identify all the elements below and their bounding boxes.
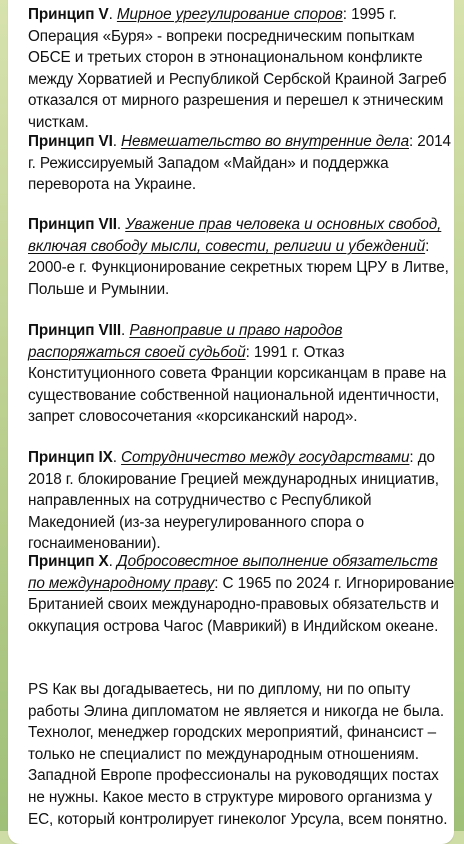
principle-title-link[interactable]: Равноправие и право народов распоряжаться своей судьбой [28, 322, 343, 361]
principle-text: : 1991 г. Отказ Конституционного совета Франции корсиканцам в праве на существование собственной национальной идентичности, запрет словосочетания «корсиканский народ». [28, 343, 447, 426]
principle-label: Принцип V [28, 6, 109, 23]
principle-title-link[interactable]: Сотрудничество между государствами [121, 449, 410, 466]
principle-label: Принцип X [28, 553, 109, 570]
principle-label: Принцип VIII [28, 322, 122, 339]
paragraph-principle-10: Принцип X. Добросовестное выполнение обязательств по международному праву: С 1965 по 2024 г. Игнорирование Британией своих международно-правовых обязательств и оккупация острова Чагос (Маврикий) в Индийском океане. [28, 553, 455, 635]
paragraph-principle-9: Принцип IX. Сотрудничество между государствами: до 2018 г. блокирование Грецией международных инициатив, направленных на сотрудничество с Республикой Македонией (из-за неурегулированного спора о госнаименовании). [28, 449, 439, 553]
postscript-paragraph: PS Как вы догадываетесь, ни по диплому, ни по опыту работы Элина дипломатом не является и никогда не была. Технолог, менеджер городских мероприятий, финансист – только не специалист по международным отношениям. Западной Европе профессионалы на руководящих постах не нужны. Какое место в структуре мирового организма у ЕС, который контролирует гинеколог Урсула, всем понятно. [28, 681, 448, 828]
principle-text: : 2000-е г. Функционирование секретных тюрем ЦРУ в Литве, Польше и Румынии. [28, 237, 449, 298]
principle-title-link[interactable]: Добросовестное выполнение обязательств по международному праву [28, 553, 438, 592]
principle-title-link[interactable]: Мирное урегулирование споров [116, 6, 343, 23]
paragraph-principle-7: Принцип VII. Уважение прав человека и основных свобод, включая свободу мысли, совести, религии и убеждений: 2000-е г. Функционирование секретных тюрем ЦРУ в Литве, Польше и Румынии. [28, 216, 449, 298]
principle-text: : 1995 г. Операция «Буря» - вопреки посредническим попыткам ОБСЕ и третьих сторон в этнонациональном конфликте между Хорватией и Республикой Сербской Краиной Загреб отказался от мирного разрешения и перешел к этническим чисткам. [28, 6, 447, 131]
principle-title-link[interactable]: Невмешательство во внутренние дела [121, 133, 409, 150]
principle-title-link[interactable]: Уважение прав человека и основных свобод, включая свободу мысли, совести, религии и убеждений [28, 216, 442, 255]
message-bubble [8, 0, 454, 844]
principle-text: : С 1965 по 2024 г. Игнорирование Британией своих международно-правовых обязательств и оккупация острова Чагос (Маврикий) в Индийском океане. [28, 574, 455, 635]
principle-label: Принцип IX [28, 449, 113, 466]
paragraph-principle-5: Принцип V. Мирное урегулирование споров: 1995 г. Операция «Буря» - вопреки посредническим попыткам ОБСЕ и третьих сторон в этнонациональном конфликте между Хорватией и Республикой Сербской Краиной Загреб отказался от мирного разрешения и перешел к этническим чисткам. [28, 6, 447, 131]
principle-label: Принцип VI [28, 133, 113, 150]
principle-label: Принцип VII [28, 216, 117, 233]
paragraph-principle-8: Принцип VIII. Равноправие и право народов распоряжаться своей судьбой: 1991 г. Отказ Конституционного совета Франции корсиканцам в праве на существование собственной национальной идентичности, запрет словосочетания «корсиканский народ». [28, 322, 447, 426]
principle-text: : до 2018 г. блокирование Грецией международных инициатив, направленных на сотрудничество с Республикой Македонией (из-за неурегулированного спора о госнаименовании). [28, 449, 439, 553]
principle-text: : 2014 г. Режиссируемый Западом «Майдан» и поддержка переворота на Украине. [28, 133, 451, 194]
paragraph-principle-6: Принцип VI. Невмешательство во внутренние дела: 2014 г. Режиссируемый Западом «Майдан» и поддержка переворота на Украине. [28, 133, 451, 194]
